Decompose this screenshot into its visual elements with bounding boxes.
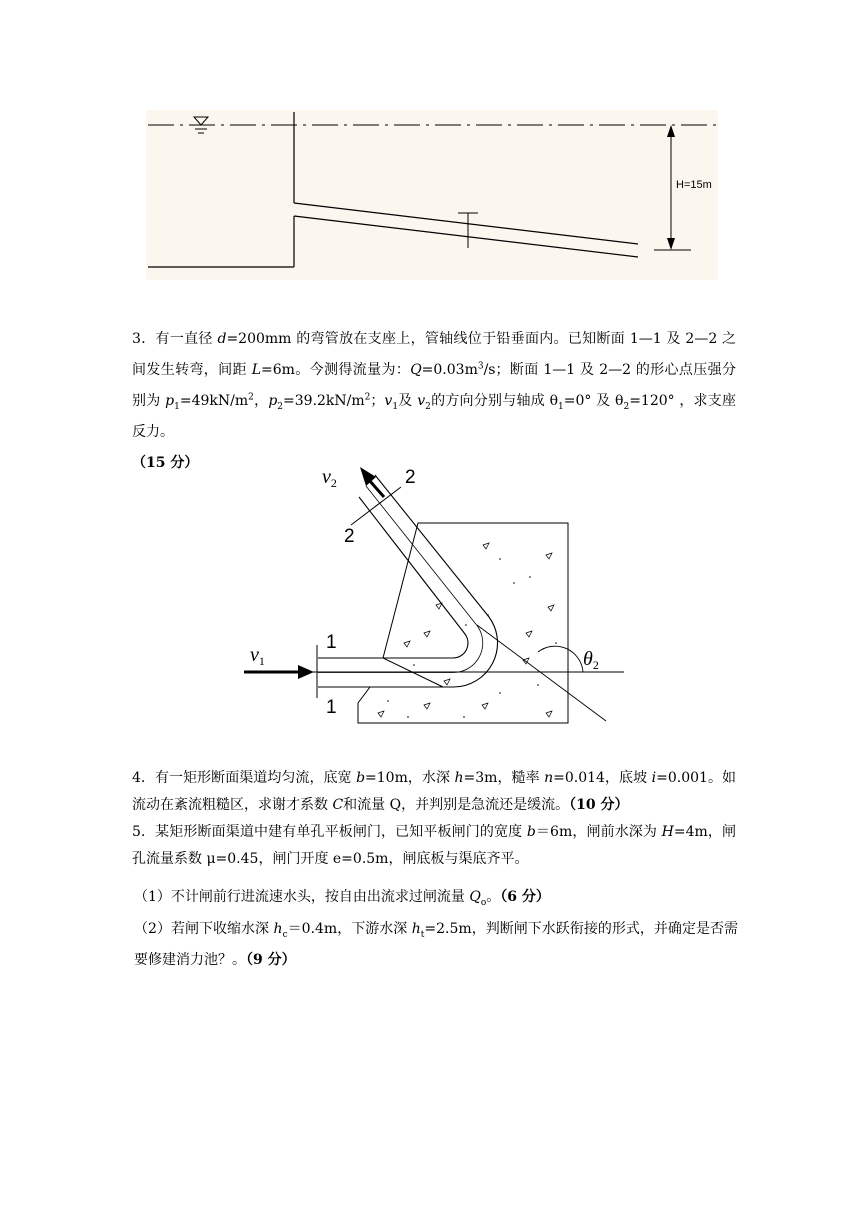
question-4-score: （10 分） (569, 797, 629, 813)
v2-label: $v_2$ (322, 466, 337, 490)
section-2-top-label: 2 (405, 467, 416, 488)
v1-label: $v_1$ (250, 644, 265, 668)
reservoir-pipe-figure (146, 110, 718, 280)
bend-pipe-figure (238, 455, 638, 730)
concrete-hatching (378, 543, 554, 717)
bend-pipe (318, 475, 498, 687)
question-3: 3．有一直径 d=200mm 的弯管放在支座上，管轴线位于铅垂面内。已知断面 1—1 及 2—2 之间发生转弯，间距 L=6m。今测得流量为：$Q=0.03m^3/s$；断面 1—1 及 2—2 的形心点压强分别为 $p_1=49kN/m^2$，$p_2=39.2kN/m^2$；$v_1$及 $v_2$的方向分别与轴成 $\theta_1=0^\circ$ 及 $\theta_2=120^\circ$ ，求支座反力。 （15 分） (132, 331, 737, 471)
theta2-label: $\theta_2$ (583, 648, 599, 672)
question-5: 5．某矩形断面渠道中建有单孔平板闸门，已知平板闸门的宽度 b＝6m，闸前水深为 H=4m，闸孔流量系数 μ=0.45，闸门开度 e=0.5m，闸底板与渠底齐平。 (132, 824, 736, 867)
section-2-bottom-label: 2 (344, 526, 355, 547)
section-1-bottom-label: 1 (326, 697, 337, 718)
question-5-part-1: （1）不计闸前行进流速水头，按自由出流求过闸流量 $Q_o$。（6 分） (134, 889, 550, 908)
head-label: H=15m (676, 179, 712, 191)
section-1-top-label: 1 (326, 632, 337, 653)
question-3-score: （15 分） (132, 455, 199, 471)
support-block (358, 523, 568, 723)
question-5-part-2: （2）若闸下收缩水深 $h_c=0.4m$，下游水深 $h_t=2.5m$，判断闸下水跃衔接的形式，并确定是否需要修建消力池？。（9 分） (134, 921, 738, 968)
question-4: 4．有一矩形断面渠道均匀流，底宽 b=10m，水深 h=3m，糙率 n=0.014，底坡 i=0.001。如流动在紊流粗糙区，求谢才系数 C和流量 Q，并判别是急流还是缓流。（10 分） (132, 770, 736, 813)
v1-arrow (244, 665, 314, 679)
